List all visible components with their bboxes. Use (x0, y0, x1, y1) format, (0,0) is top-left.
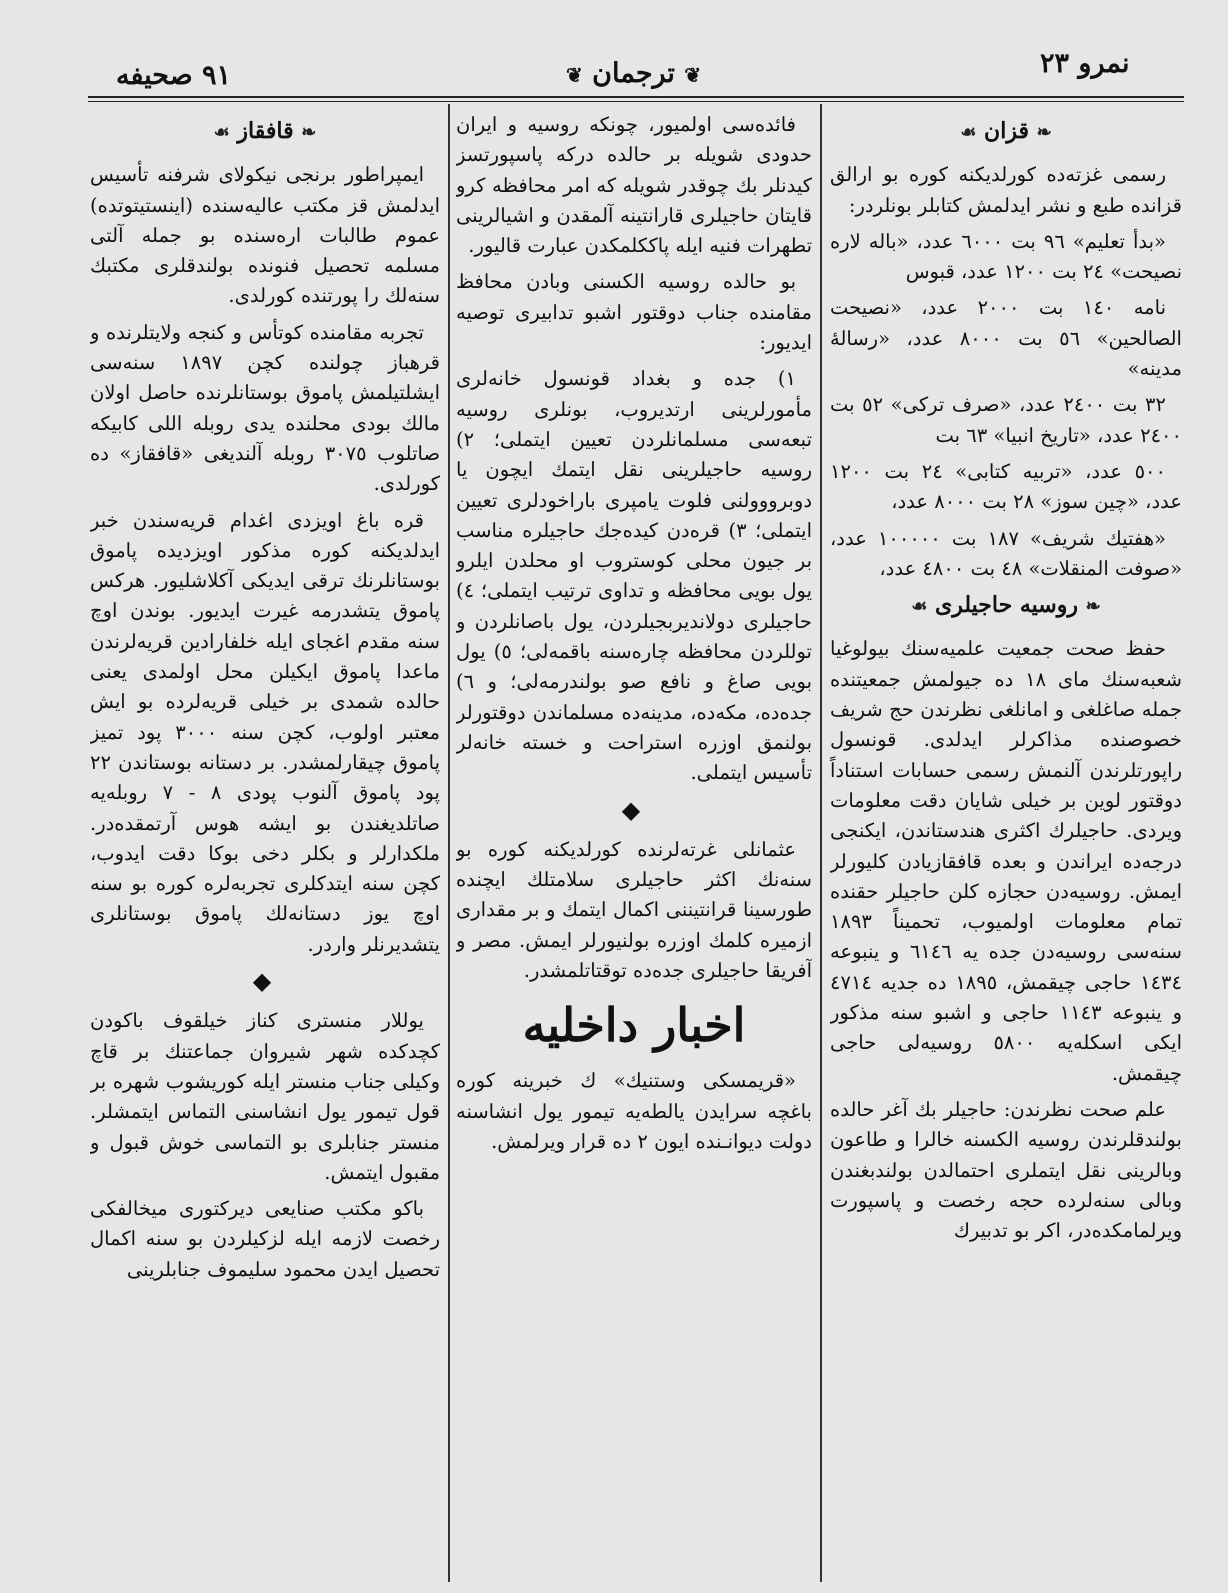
ornament-icon: ❦ (684, 63, 702, 87)
paragraph: ١) جده و بغداد قونسول خانەلرى مأمورلرينى ارتديروب، بونلرى روسيه تبعەسى مسلمانلردن تعيين ايتملى؛ ٢) روسيه حاجيلرينى نقل ايتمك ايچون يا دوبرووولنى فلوت يامپرى باراخودلرى تعيين ايتملى؛ ٣) قرەدن كيدەجك حاجيلره مناسب بر جيون محلى كوستروب او محلدن ايلرو يول بويى محافظه و تداوى ترتيب ايتملى؛ ٤) حاجيلرى دولانديربجيلردن، يول باصانلردن و توللردن محافظه چارەسنه باقمەلى؛ ٥) يول بويى صاغ و نافع صو بولندرمەلى؛ و ٦) جدەده، مكەده، مدينەده مسلماندن دوقتورلر بولنمق اوزره استراحت و خسته خانەلر تأسيس ايتملى. (456, 367, 812, 785)
paragraph: يوللار منسترى كناز خيلقوف باكودن كچدكده شهر شيروان جماعتنك بر قاچ وكيلى جناب منستر ايله كوريشوب شهره بر قول تيمور يول انشاسنى التماس ايتمشلر. منستر جنابلرى بو التماسى خوش قبول و مقبول ايتمش. (90, 1009, 440, 1184)
ornament-icon: ❧ (1036, 122, 1052, 143)
column-divider (820, 104, 822, 1582)
paragraph: حفظ صحت جمعيت علميەسنك بيولوغيا شعبەسنك ماى ١٨ ده جيولمش جمعيتنده جمله صاغلغى و امانلغى نظرندن حج شريف خصوصنده مذاكرلر ايدلدى. قونسول راپورتلرندن آلنمش رسمى حسابات استناداً دوقتور لوين بر خيلى شايان دقت معلومات ويردى. حاجيلرك اكثرى هندستاندن، ايكنجى درجەده ايراندن و بعده قافقازيادن كليورلر ايمش. روسيەدن حجازه كلن حاجيلر حقنده تمام معلومات اولميوب، تحميناً ١٨٩٣ سنەسى روسيەدن جده يه ٦١٤٦ و ينبوعه ١٤٣٤ حاجى چيقمش، ١٨٩٥ ده جديه ٤٧١٤ و ينبوعه ١١٤٣ حاجى و اشبو سنه مذكور ايكى اسكلەيه ٥٨٠٠ روسيەلى حاجى چيقمش. (830, 637, 1182, 1085)
issue-number: نمرو ٢٣ (1040, 48, 1130, 79)
list-item: «هفتيك شريف» ١٨٧ بت ١٠٠٠٠٠ عدد، «صوفت المنقلات» ٤٨ بت ٤٨٠٠ عدد، (830, 526, 1182, 580)
paragraph: فائدەسى اولميور، چونكه روسيه و ايران حدودى شويله بر حالده دركه پاسپورتسز كيدنلر بك چوقدر شويله كه امر محافظه كرو قايتان حاجيلرى قارانتينه آلمقدن و اشيالرينى تطهرات فنيه ايله پاككلمكدن عبارت قاليور. (456, 113, 812, 258)
list-item: نامه ١٤٠ بت ٢٠٠٠ عدد، «نصيحت الصالحين» ٥٦ بت ٨٠٠٠ عدد، «رسالهٔ مدينه» (830, 296, 1182, 381)
paragraph: رسمى غزتەده كورلديكنه كوره بو ارالق قزانده طبع و نشر ايدلمش كتابلر بونلردر: (830, 163, 1182, 217)
paper-name (566, 58, 701, 89)
list-item: ٣٢ بت ٢٤٠٠ عدد، «صرف تركى» ٥٢ بت ٢٤٠٠ عدد، «تاريخ انبيا» ٦٣ بت (830, 393, 1182, 447)
ornament-icon: ❧ (301, 122, 317, 143)
header-rule-thin (88, 101, 1184, 102)
page-number: ٩١ صحيفه (116, 60, 232, 91)
ornament-icon: ❦ (566, 63, 583, 87)
separator-ornament: ◆ (621, 795, 647, 824)
masthead (0, 48, 1228, 100)
paragraph: بو حالده روسيه الكسنى وبادن محافظ مقامنده جناب دوقتور اشبو تدابيرى توصيه ايديور: (456, 270, 812, 355)
paragraph: عثمانلى غرتەلرنده كورلديكنه كوره بو سنەنك اكثر حاجيلرى سلامتلك ايچنده طورسينا قرانتيننى اكمال ايتمك و بر مقدارى ازميره كلمك اوزره بولنيورلر ايمش. مصر و آفريقا حاجيلرى جدەده توقتاتلمشدر. (456, 837, 812, 983)
ornament-icon: ☙ (213, 122, 230, 143)
list-item: ٥٠٠ عدد، «تربيه كتابى» ٢٤ بت ١٢٠٠ عدد، «چين سوز» ٢٨ بت ٨٠٠٠ عدد، (830, 459, 1182, 514)
ornament-icon: ❧ (1085, 596, 1101, 618)
paper-name-text: ترجمان (592, 58, 675, 89)
column-middle (456, 110, 812, 1581)
paragraph: قره باغ اويزدى اغدام قريەسندن خبر ايدلديكنه كوره مذكور اويزديده پاموق بوستانلرنك ترقى ايديكى آكلاشليور. هركس پاموق يتشدرمه غيرت ايديور. بوندن اوچ سنه مقدم اغجاى ايله خلفارادين قريەلرندن ماعدا پاموق ايكيلن محل اولمدى يعنى حالده شمدى بر خيلى قريەلرده بو ايش معتبر اولوب، كچن سنه ٣٠٠٠ پود تميز پاموق چيقارلمشدر. بر دستانه بوستاندن ٢٢ پود پاموق آلنوب پودى ٨ - ٧ روبلەيه صاتلديغندن بو ايشه هوس آرتمقدەدر. ملكدارلر و بكلر دخى بوكا دقت ايدوب، كچن سنه ايتدكلرى تجربەلره كوره بو سنه اوچ يوز دستانەلك پاموق بوستانلرى يتشديرنلر واردر. (90, 508, 440, 956)
header-rule (88, 96, 1184, 98)
paragraph: باكو مكتب صنايعى ديركتورى ميخالفكى رخصت لازمه ايله لزكيلردن بو سنه اكمال تحصيل ايدن محمود سليموف جنابلرينى (90, 1197, 440, 1281)
ornament-icon: ☙ (960, 122, 977, 143)
section-title-caucasus: ❧ قافقاز ☙ (213, 118, 317, 144)
ornament-icon: ☙ (911, 596, 928, 618)
list-item: «بدأ تعليم» ٩٦ بت ٦٠٠٠ عدد، «باله لاره نصيحت» ٢٤ بت ١٢٠٠ عدد، قبوس (830, 229, 1182, 284)
book-list (830, 227, 1182, 584)
section-title-russian-pilgrims: ❧ روسيه حاجيلرى ☙ (911, 592, 1101, 619)
paragraph: ايمپراطور برنجى نيكولاى شرفنه تأسيس ايدلمش قز مكتب عاليەسنده (اينستيتوتده) عموم طالبات ارەسنده بو جمله آلتى مسلمه تحصيل فنونده بولندقلرى مكتبك سنەلك را پورتنده كورلدى. (90, 163, 440, 308)
paragraph: تجربه مقامنده كوتأس و كنجه ولايتلرنده و قرهباز چولنده كچن ١٨٩٧ سنەسى ايشلتيلمش پاموق بوستانلرنده حاصل اولان مالك بودى محلنده يدى روبله اللى كابيكه صاتلوب ٣٠٧٥ روبله آلنديغى «قافقاز» ده كورلدى. (90, 320, 440, 496)
section-title-kazan: ❧ قزان ☙ (960, 118, 1052, 144)
column-divider (448, 104, 450, 1582)
paragraph: علم صحت نظرندن: حاجيلر بك آغر حالده بولندقلرندن روسيه الكسنه خالرا و طاعون وبالرينى نقل ايتملرى احتمالدن بولندبغندن وبالى سنەلرده حجه رخصت و پاسپورت ويرلمامكدەدر، اكر بو تدبيرك (830, 1097, 1182, 1243)
column-left (90, 110, 440, 1581)
separator-ornament: ◆ (252, 967, 278, 996)
section-heading-domestic-news: اخبار داخليه (522, 998, 746, 1053)
paragraph: «قريمسكى وستنيك» ك خبرينه كوره باغچه سرايدن يالطەيه تيمور يول انشاسنه دولت ديوانـنده ايون ٢ ده قرار ويرلمش. (456, 1069, 812, 1153)
column-right (830, 110, 1182, 1581)
